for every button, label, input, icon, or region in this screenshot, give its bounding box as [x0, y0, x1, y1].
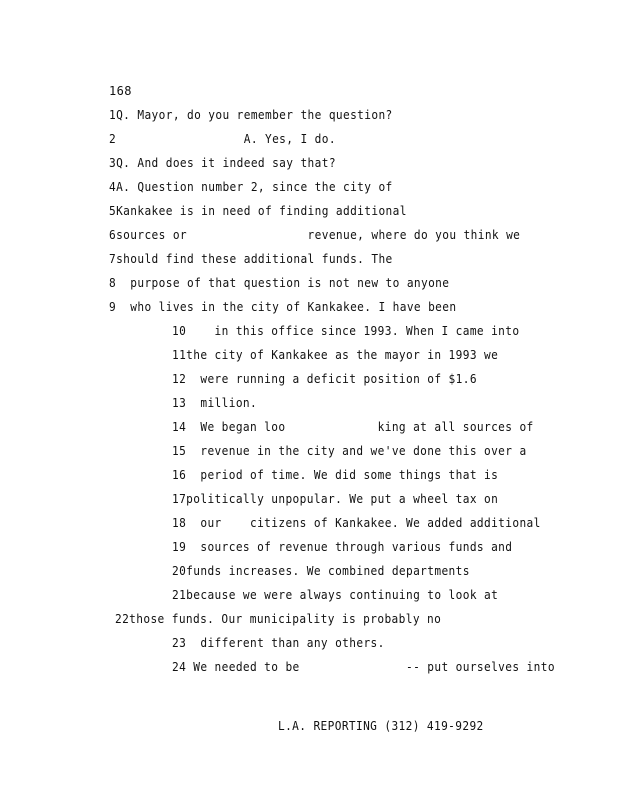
- transcript-line-20: 20funds increases. We combined departments: [172, 564, 470, 578]
- transcript-line-13: 13 million.: [172, 396, 258, 410]
- transcript-line-5: 5Kankakee is in need of finding additional: [109, 204, 407, 218]
- transcript-line-3: 3Q. And does it indeed say that?: [109, 156, 336, 170]
- transcript-line-2: 2 A. Yes, I do.: [109, 132, 336, 146]
- transcript-line-1: 1Q. Mayor, do you remember the question?: [109, 108, 393, 122]
- transcript-line-12: 12 were running a deficit position of $1.6: [172, 372, 477, 386]
- transcript-line-22: 22those funds. Our municipality is probably no: [115, 612, 442, 626]
- reporter-footer: L.A. REPORTING (312) 419-9292: [278, 719, 484, 733]
- page-number: 168: [109, 84, 132, 98]
- transcript-line-9: 9 who lives in the city of Kankakee. I have been: [109, 300, 457, 314]
- transcript-line-4: 4A. Question number 2, since the city of: [109, 180, 393, 194]
- transcript-line-6: 6sources or revenue, where do you think we: [109, 228, 521, 242]
- transcript-line-18: 18 our citizens of Kankakee. We added additional: [172, 516, 541, 530]
- transcript-line-8: 8 purpose of that question is not new to anyone: [109, 276, 450, 290]
- transcript-line-10: 10 in this office since 1993. When I came into: [172, 324, 520, 338]
- transcript-line-21: 21because we were always continuing to look at: [172, 588, 499, 602]
- transcript-line-24: 24 We needed to be -- put ourselves into: [172, 660, 555, 674]
- transcript-line-14: 14 We began loo king at all sources of: [172, 420, 534, 434]
- transcript-line-11: 11the city of Kankakee as the mayor in 1993 we: [172, 348, 499, 362]
- transcript-line-15: 15 revenue in the city and we've done this over a: [172, 444, 527, 458]
- transcript-line-7: 7should find these additional funds. The: [109, 252, 393, 266]
- transcript-line-17: 17politically unpopular. We put a wheel tax on: [172, 492, 499, 506]
- transcript-line-23: 23 different than any others.: [172, 636, 385, 650]
- transcript-line-19: 19 sources of revenue through various funds and: [172, 540, 513, 554]
- transcript-line-16: 16 period of time. We did some things that is: [172, 468, 499, 482]
